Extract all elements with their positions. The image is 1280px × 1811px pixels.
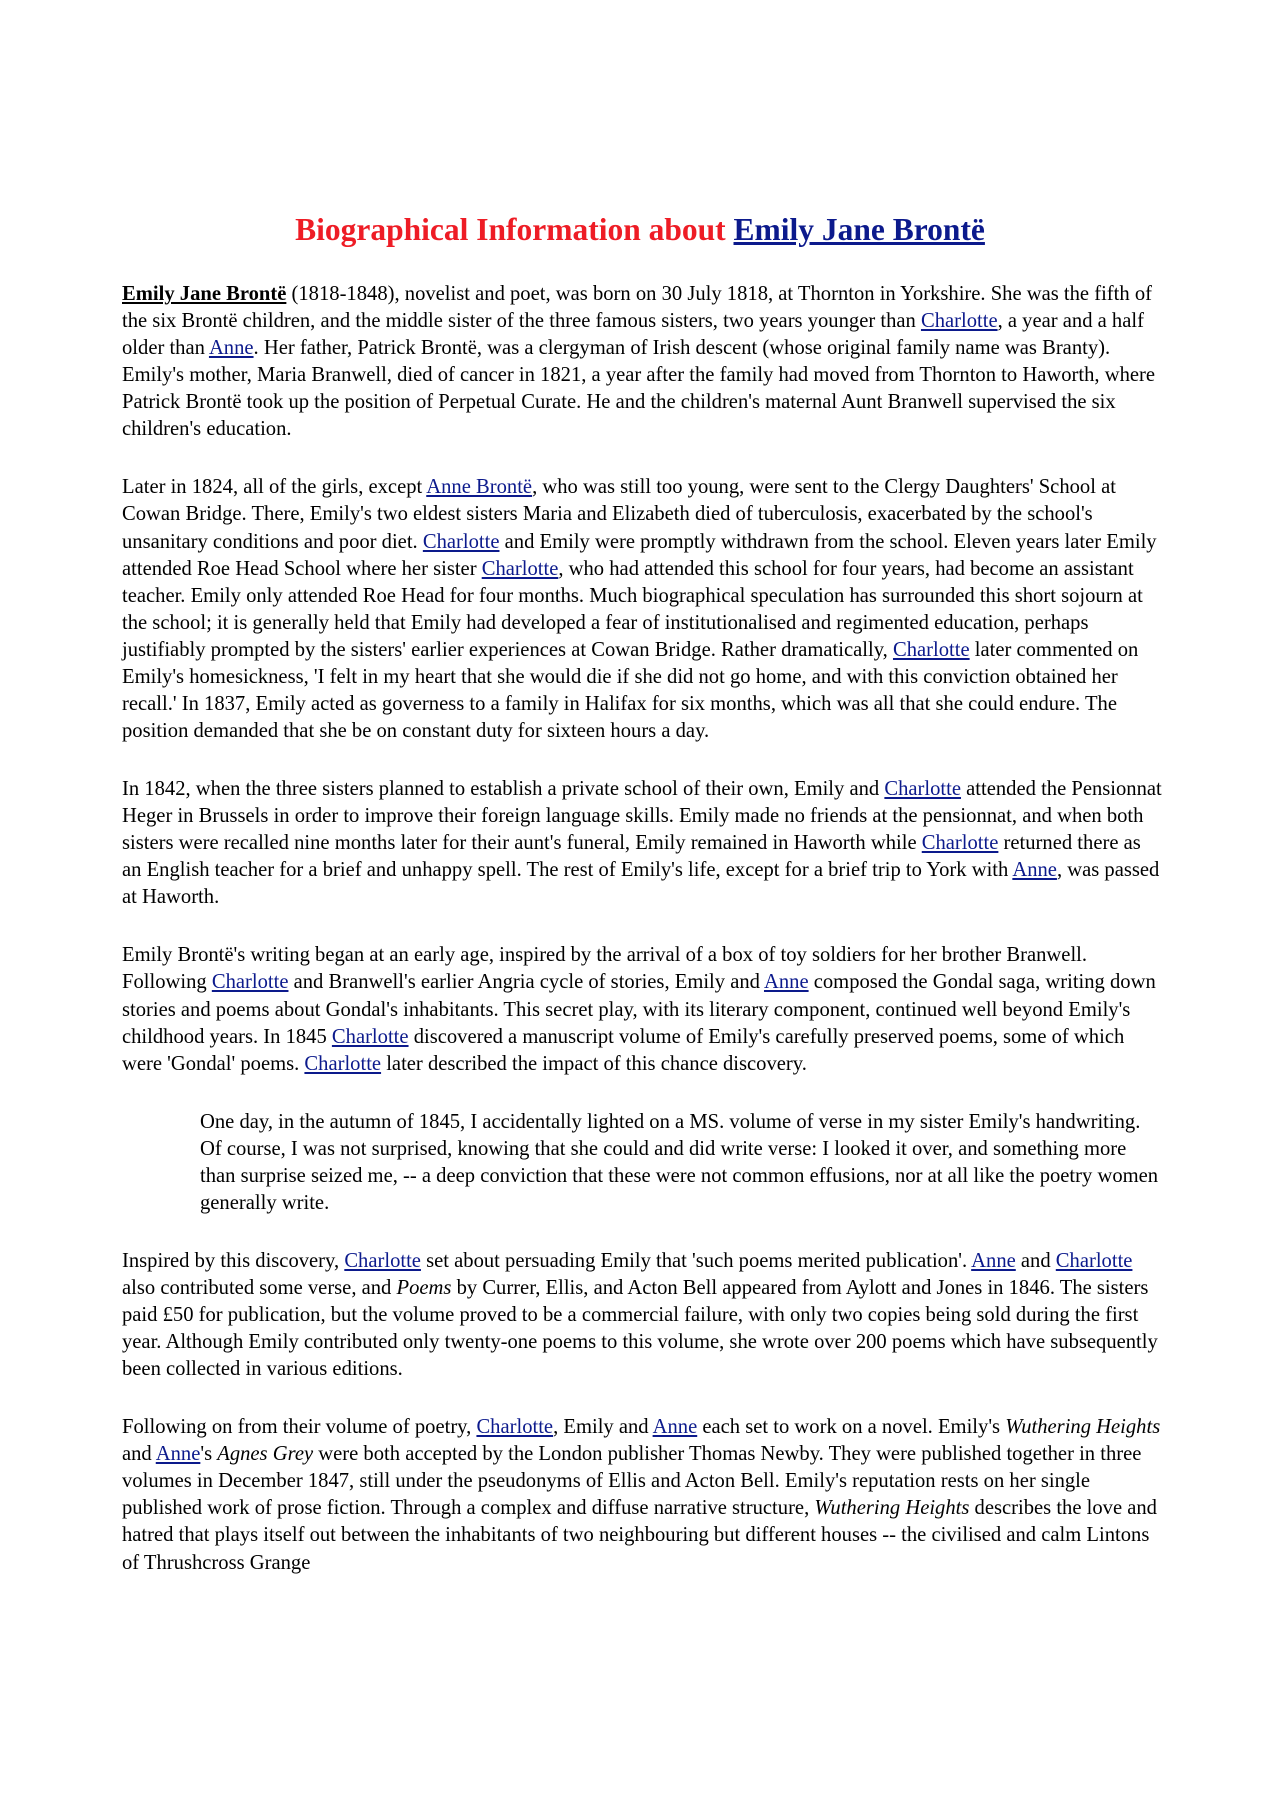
p3-text-2: attended the Pensionnat Heger in Brussels in order to improve their foreign language skills. Emily made no friends at the pensionnat, and when both sisters were recalled nine months later for their aunt's funeral, Emily remained in Haworth while: [122, 778, 1162, 855]
p6-text-2: , Emily and: [553, 1416, 653, 1439]
article-body: [122, 281, 1162, 1607]
p6-text-4: and: [122, 1443, 156, 1466]
p2-text-2: , who was still too young, were sent to the Clergy Daughters' School at Cowan Bridge. There, Emily's two eldest sisters Maria and Elizabeth died of tuberculosis, exacerbated by the school's unsanitary conditions and poor diet.: [122, 476, 1116, 553]
paragraph-4: [122, 942, 1162, 1077]
link-anne-bronte[interactable]: Anne Brontë: [426, 476, 533, 499]
p5-text-1: Inspired by this discovery,: [122, 1249, 345, 1272]
p6-italic-title-1: Wuthering Heights: [1005, 1416, 1161, 1439]
link-charlotte[interactable]: Charlotte: [344, 1249, 421, 1272]
paragraph-5: [122, 1248, 1162, 1383]
p6-text-1: Following on from their volume of poetry,: [122, 1416, 477, 1439]
p4-text-2: and Branwell's earlier Angria cycle of stories, Emily and: [288, 971, 764, 994]
p6-italic-title-2: Agnes Grey: [217, 1443, 314, 1466]
link-charlotte[interactable]: Charlotte: [921, 832, 999, 855]
title-link-emily-jane-bronte[interactable]: Emily Jane Brontë: [733, 212, 985, 247]
p1-text-3: . Her father, Patrick Brontë, was a clergyman of Irish descent (whose original family name was Branty). Emily's mother, Maria Branwell, died of cancer in 1821, a year after the family had moved from Thornton to Haworth, where Patrick Brontë took up the position of Perpetual Curate. He and the children's maternal Aunt Branwell supervised the six children's education.: [122, 337, 1156, 441]
link-charlotte[interactable]: Charlotte: [884, 778, 962, 801]
lead-name-link[interactable]: Emily Jane Brontë: [122, 283, 287, 305]
p6-italic-title-3: Wuthering Heights: [814, 1497, 970, 1520]
paragraph-3: [122, 776, 1162, 911]
p5-text-3: and: [1015, 1249, 1056, 1272]
p2-text-5: later commented on Emily's homesickness, 'I felt in my heart that she would die if she did not go home, and with this conviction obtained her recall.' In 1837, Emily acted as governess to a family in Halifax for six months, which was all that she could endure. The position demanded that she be on constant duty for sixteen hours a day.: [122, 638, 1139, 743]
p2-text-4: , who had attended this school for four years, had become an assistant teacher. Emily only attended Roe Head for four months. Much biographical speculation has surrounded this short sojourn at the school; it is generally held that Emily had developed a fear of institutionalised and regimented education, perhaps justifiably prompted by the sisters' earlier experiences at Cowan Bridge. Rather dramatically,: [122, 557, 1143, 661]
p4-text-5: later described the impact of this chance discovery.: [381, 1052, 807, 1075]
paragraph-2: [122, 474, 1162, 745]
p5-text-5: by Currer, Ellis, and Acton Bell appeared from Aylott and Jones in 1846. The sisters paid £50 for publication, but the volume proved to be a commercial failure, with only two copies being sold during the first year. Although Emily contributed only twenty-one poems to this volume, she wrote over 200 poems which have subsequently been collected in various editions.: [122, 1276, 1158, 1381]
link-charlotte[interactable]: Charlotte: [481, 557, 559, 580]
link-charlotte[interactable]: Charlotte: [920, 310, 998, 333]
p5-italic-title: Poems: [396, 1276, 452, 1299]
p6-text-6: were both accepted by the London publisher Thomas Newby. They were published together in three volumes in December 1847, still under the pseudonyms of Ellis and Acton Bell. Emily's reputation rests on her single published work of prose fiction. Through a complex and diffuse narrative structure,: [122, 1443, 1142, 1520]
p1-text-1: (1818-1848), novelist and poet, was born on 30 July 1818, at Thornton in Yorkshire. She was the fifth of the six Brontë children, and the middle sister of the three famous sisters, two years younger than: [122, 283, 1152, 333]
p2-text-3: and Emily were promptly withdrawn from the school. Eleven years later Emily attended Roe Head School where her sister: [122, 530, 1157, 580]
block-quote: One day, in the autumn of 1845, I accidentally lighted on a MS. volume of verse in my sister Emily's handwriting. Of course, I was not surprised, knowing that she could and did write verse: I looked it over, and something more than surprise seized me, -- a deep conviction that these were not common effusions, nor at all like the poetry women generally write.: [200, 1110, 1159, 1214]
link-charlotte[interactable]: Charlotte: [304, 1052, 382, 1075]
link-anne[interactable]: Anne: [208, 337, 254, 360]
link-anne[interactable]: Anne: [652, 1416, 698, 1439]
p1-text-2: , a year and a half older than: [122, 310, 1144, 360]
p3-text-1: In 1842, when the three sisters planned to establish a private school of their own, Emily and: [122, 778, 885, 801]
paragraph-6: [122, 1414, 1162, 1577]
p6-text-3: each set to work on a novel. Emily's: [697, 1416, 1006, 1439]
link-anne[interactable]: Anne: [971, 1249, 1016, 1272]
link-anne[interactable]: Anne: [1012, 859, 1057, 882]
p3-text-3: returned there as an English teacher for a brief and unhappy spell. The rest of Emily's life, except for a brief trip to York with: [122, 832, 1141, 882]
p6-text-5: 's: [200, 1443, 218, 1466]
p4-text-4: discovered a manuscript volume of Emily's carefully preserved poems, some of which were 'Gondal' poems.: [122, 1025, 1125, 1075]
p2-text-1: Later in 1824, all of the girls, except: [122, 476, 427, 499]
p5-text-2: set about persuading Emily that 'such poems merited publication'.: [420, 1249, 972, 1272]
link-anne[interactable]: Anne: [155, 1443, 201, 1466]
link-charlotte[interactable]: Charlotte: [331, 1025, 409, 1048]
p4-text-1: Emily Brontë's writing began at an early age, inspired by the arrival of a box of toy soldiers for her brother Branwell. Following: [122, 944, 1088, 994]
page-title: [0, 210, 1280, 250]
link-charlotte[interactable]: Charlotte: [422, 530, 500, 553]
p6-text-7: describes the love and hatred that plays itself out between the inhabitants of two neighbouring but different houses -- the civilised and calm Lintons of Thrushcross Grange: [122, 1497, 1157, 1574]
title-prefix: Biographical Information about: [295, 212, 734, 247]
link-charlotte[interactable]: Charlotte: [892, 638, 970, 661]
paragraph-1: [122, 281, 1162, 444]
link-charlotte[interactable]: Charlotte: [1055, 1249, 1133, 1272]
link-charlotte[interactable]: Charlotte: [211, 971, 289, 994]
p5-text-4: also contributed some verse, and: [122, 1276, 397, 1299]
link-anne[interactable]: Anne: [763, 971, 809, 994]
p4-text-3: composed the Gondal saga, writing down stories and poems about Gondal's inhabitants. This secret play, with its literary component, continued well beyond Emily's childhood years. In 1845: [122, 971, 1156, 1048]
p3-text-4: , was passed at Haworth.: [122, 859, 1160, 909]
link-charlotte[interactable]: Charlotte: [476, 1416, 554, 1439]
